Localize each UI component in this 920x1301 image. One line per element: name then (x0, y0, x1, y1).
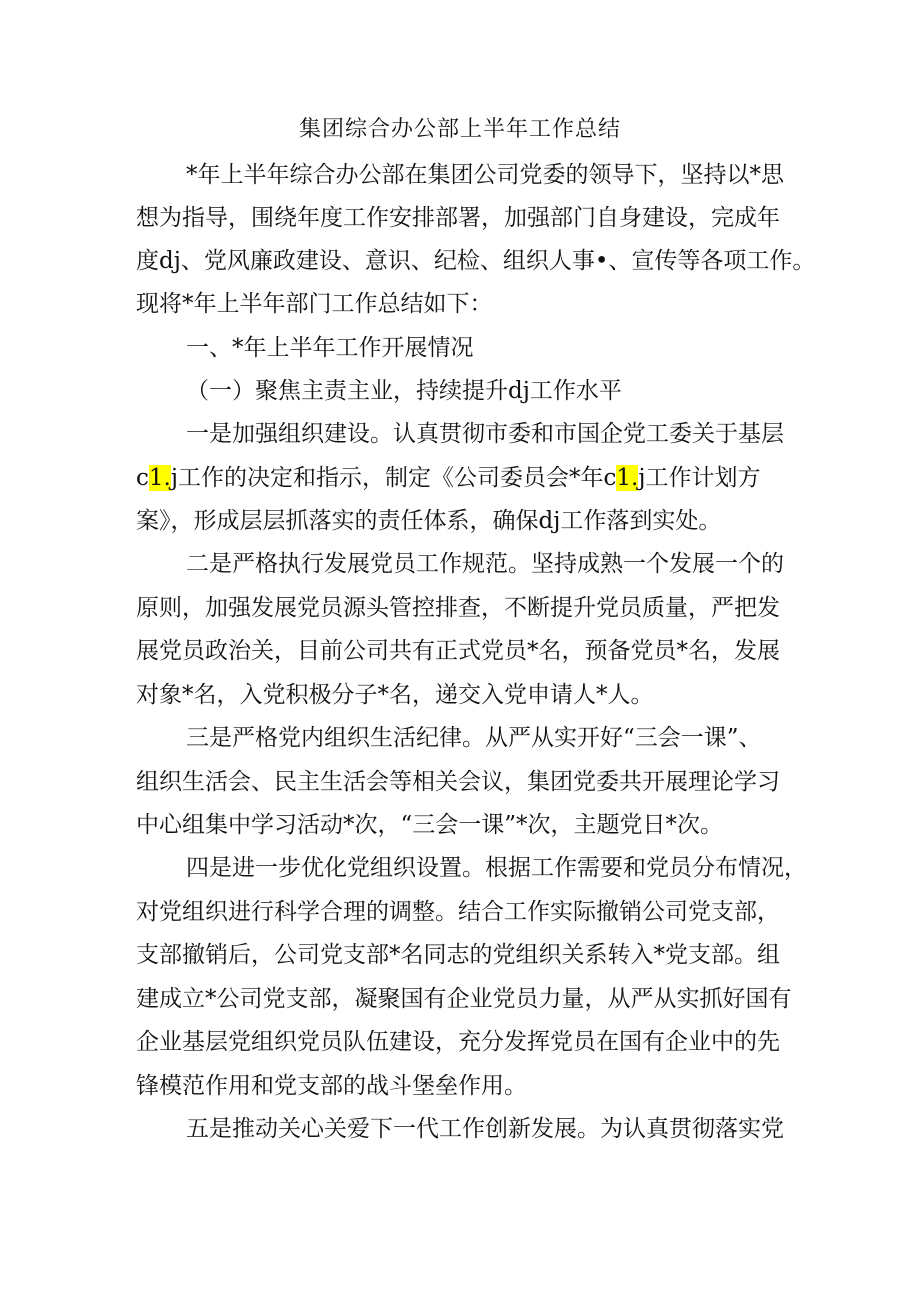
paragraph-line: 四是进一步优化党组织设置。根据工作需要和党员分布情况， (186, 855, 807, 881)
section-heading: 一、*年上半年工作开展情况 (186, 335, 474, 361)
highlighted-text: 1. (148, 465, 171, 491)
paragraph-line: 锋模范作用和党支部的战斗堡垒作用。 (136, 1073, 527, 1099)
paragraph-line: *年上半年综合办公部在集团公司党委的领导下，坚持以*思 (186, 162, 784, 188)
paragraph-line: 案》，形成层层抓落实的责任体系，确保dj工作落到实处。 (136, 508, 722, 534)
subsection-heading: （一）聚焦主责主业，持续提升dj工作水平 (186, 378, 622, 404)
line-text: j工作的决定和指示，制定《公司委员会*年c (170, 465, 617, 491)
line-text: c (136, 465, 149, 491)
paragraph-line: 组织生活会、民主生活会等相关会议，集团党委共开展理论学习 (136, 769, 780, 795)
paragraph-line: 想为指导，围绕年度工作安排部署，加强部门自身建设，完成年 (136, 205, 780, 231)
paragraph-line: 对党组织进行科学合理的调整。结合工作实际撤销公司党支部， (136, 899, 780, 925)
paragraph-line: 企业基层党组织党员队伍建设，充分发挥党员在国有企业中的先 (136, 1029, 780, 1055)
paragraph-line: 原则，加强发展党员源头管控排查，不断提升党员质量，严把发 (136, 595, 780, 621)
highlighted-text: 1. (616, 465, 639, 491)
paragraph-line: 三是严格党内组织生活纪律。从严从实开好“三会一课”、 (186, 725, 762, 751)
document-title: 集团综合办公部上半年工作总结 (298, 117, 621, 142)
paragraph-line: 现将*年上半年部门工作总结如下： (136, 291, 493, 317)
paragraph-line: 二是严格执行发展党员工作规范。坚持成熟一个发展一个的 (186, 551, 784, 577)
paragraph-line: 度dj、党风廉政建设、意识、纪检、组织人事•、宣传等各项工作。 (136, 248, 816, 274)
paragraph-line: 展党员政治关，目前公司共有正式党员*名，预备党员*名，发展 (136, 638, 780, 664)
paragraph-line: 建成立*公司党支部，凝聚国有企业党员力量，从严从实抓好国有 (136, 986, 792, 1012)
paragraph-line: 中心组集中学习活动*次，“三会一课”*次，主题党日*次。 (136, 812, 724, 838)
paragraph-line: 一是加强组织建设。认真贯彻市委和市国企党工委关于基层 (186, 421, 784, 447)
line-text: j工作计划方 (638, 465, 761, 491)
paragraph-line-highlighted (136, 460, 760, 496)
paragraph-line: 五是推动关心关爱下一代工作创新发展。为认真贯彻落实党 (186, 1116, 784, 1142)
paragraph-line: 支部撤销后，公司党支部*名同志的党组织关系转入*党支部。组 (136, 942, 780, 968)
paragraph-line: 对象*名，入党积极分子*名，递交入党申请人*人。 (136, 682, 654, 708)
